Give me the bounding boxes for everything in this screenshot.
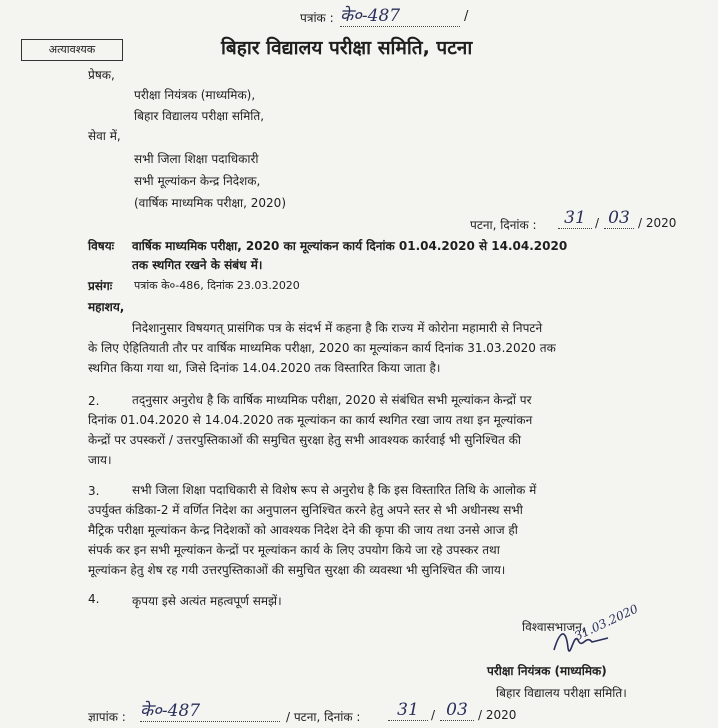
paragraph-3 — [88, 480, 678, 580]
letter-number-slash: / — [464, 9, 469, 24]
paragraph-2-line: तद्नुसार अनुरोध है कि वार्षिक माध्यमिक परीक्षा, 2020 से संबंधित सभी मूल्यांकन केन्द्रों पर — [132, 393, 532, 407]
closing: विश्वासभाजन, — [522, 620, 586, 634]
date-day-handwritten: 31 — [558, 208, 592, 229]
date-year: / 2020 — [638, 216, 677, 230]
reference-text: पत्रांक के०-486, दिनांक 23.03.2020 — [134, 279, 300, 292]
sender-label: प्रेषक, — [88, 68, 115, 82]
signature-date-handwritten: 31.03.2020 — [572, 601, 641, 644]
sender-line-1: परीक्षा नियंत्रक (माध्यमिक), — [134, 88, 256, 102]
signatory-line-2: बिहार विद्यालय परीक्षा समिति। — [496, 686, 627, 700]
paragraph-2 — [88, 390, 678, 470]
paragraph-1 — [88, 318, 678, 378]
paragraph-4: कृपया इसे अत्यंत महत्वपूर्ण समझें। — [132, 594, 282, 608]
header-title: बिहार विद्यालय परीक्षा समिति, पटना — [221, 37, 473, 59]
letter-number-handwritten: के०-487 — [340, 3, 460, 27]
paragraph-3-number: 3. — [88, 484, 100, 498]
memo-number-handwritten: के०-487 — [140, 698, 280, 722]
paragraph-1-line: निदेशानुसार विषयगत् प्रासंगिक पत्र के संदर्भ में कहना है कि राज्य में कोरोना महामारी से निपटने — [132, 321, 543, 335]
recipient-line-3: (वार्षिक माध्यमिक परीक्षा, 2020) — [134, 196, 287, 210]
memo-day-handwritten: 31 — [388, 700, 428, 721]
memo-date-prefix: / पटना, दिनांक : — [286, 710, 361, 724]
recipient-label: सेवा में, — [88, 129, 121, 143]
salutation: महाशय, — [88, 300, 125, 314]
paragraph-1-line: के लिए ऐहितियाती तौर पर वार्षिक माध्यमिक परीक्षा, 2020 का मूल्यांकन कार्य दिनांक 31.03.2020 तक — [88, 341, 556, 355]
paragraph-4-number: 4. — [88, 592, 100, 606]
signatory-line-1: परीक्षा नियंत्रक (माध्यमिक) — [487, 664, 607, 678]
paragraph-3-line: मूल्यांकन हेतु शेष रह गयी उत्तरपुस्तिकाओं की समुचित सुरक्षा की व्यवस्था भी सुनिश्चित की जाय। — [88, 563, 506, 577]
recipient-line-1: सभी जिला शिक्षा पदाधिकारी — [134, 152, 259, 166]
date-prefix: पटना, दिनांक : — [470, 218, 537, 232]
urgent-tag: अत्यावश्यक — [21, 39, 123, 61]
sender-line-2: बिहार विद्यालय परीक्षा समिति, — [134, 109, 265, 123]
paragraph-1-line: स्थगित किया गया था, जिसे दिनांक 14.04.2020 तक विस्तारित किया जाता है। — [88, 361, 441, 375]
paragraph-3-line: संपर्क कर इन सभी मूल्यांकन केन्द्रों पर मूल्यांकन कार्य के लिए उपयोग किये जा रहे उपस्कर तथा — [88, 543, 500, 557]
date-month-handwritten: 03 — [604, 208, 634, 229]
subject-line-2: तक स्थगित रखने के संबंध में। — [132, 258, 263, 272]
paragraph-2-line: केन्द्रों पर उपस्करों / उत्तरपुस्तिकाओं की समुचित सुरक्षा हेतु सभी आवश्यक कार्रवाई भी सुनिश्चित की — [88, 433, 521, 447]
recipient-line-2: सभी मूल्यांकन केन्द्र निदेशक, — [134, 174, 261, 188]
subject-line-1: वार्षिक माध्यमिक परीक्षा, 2020 का मूल्यांकन कार्य दिनांक 01.04.2020 से 14.04.2020 — [132, 239, 568, 253]
memo-year: / 2020 — [478, 708, 517, 722]
subject-label: विषयः — [88, 239, 115, 253]
paragraph-2-number: 2. — [88, 394, 100, 408]
letter-number-label: पत्रांक : — [300, 11, 334, 25]
memo-month-handwritten: 03 — [440, 700, 474, 721]
letter-page: पत्रांक : के०-487 / अत्यावश्यक बिहार विद्यालय परीक्षा समिति, पटना प्रेषक, परीक्षा नियंत्रक (माध्यमिक), बिहार विद्यालय परीक्षा समिति, सेवा में, सभी जिला शिक्षा पदाधिकारी सभी मूल्यांकन केन्द्र निदेशक, (वार्षिक माध्यमिक परीक्षा, 2020) पटना, दिनांक : 31 / 03 / 2020 विषयः वार्षिक माध्यमिक परीक्षा, 2020 का मूल्यांकन कार्य दिनांक 01.04.2020 से 14.04.2020 तक स्थगित रखने के संबंध में। प्रसंगः पत्रांक के०-486, दिनांक 23.03.2020 महाशय, निदेशानुसार विषयगत् प्रासंगिक पत्र के संदर्भ में कहना है कि राज्य में कोरोना महामारी से निपटने के लिए ऐहितियाती तौर पर वार्षिक माध्यमिक परीक्षा, 2020 का मूल्यांकन कार्य दिनांक 31.03.2020 तक स्थगित किया गया था, जिसे दिनांक 14.04.2020 तक विस्तारित किया जाता है। 2. तद्नुसार अनुरोध है कि वार्षिक माध्यमिक परीक्षा, 2020 से संबंधित सभी मूल्यांकन केन्द्रों पर दिनांक 01.04.2020 से 14.04.2020 तक मूल्यांकन का कार्य स्थगित रखा जाय तथा इन मूल्यांकन केन्द्रों पर उपस्करों / उत्तरपुस्तिकाओं की समुचित सुरक्षा हेतु सभी आवश्यक कार्रवाई भी सुनिश्चित की जाय। 3. सभी जिला शिक्षा पदाधिकारी से विशेष रूप से अनुरोध है कि इस विस्तारित तिथि के आलोक में उपर्युक्त कंडिका-2 में वर्णित निदेश का अनुपालन सुनिश्चित करने हेतु अपने स्तर से भी अधीनस्थ सभी मैट्रिक परीक्षा मूल्यांकन केन्द्र निदेशकों को आवश्यक निदेश देने की कृपा की जाय तथा उनसे आज ही संपर्क कर इन सभी मूल्यांकन केन्द्रों पर मूल्यांकन कार्य के लिए उपयोग किये जा रहे उपस्कर तथा मूल्यांकन हेतु शेष रह गयी उत्तरपुस्तिकाओं की समुचित सुरक्षा की व्यवस्था भी सुनिश्चित की जाय। 4. कृपया इसे अत्यंत महत्वपूर्ण समझें। विश्वासभाजन, 31.03.2020 परीक्षा नियंत्रक (माध्यमिक) बिहार विद्यालय परीक्षा समिति। ज्ञापांक : के०-487 / पटना, दिनांक : 31 / 03 / 2020 — [0, 0, 718, 728]
paragraph-3-line: मैट्रिक परीक्षा मूल्यांकन केन्द्र निदेशकों को आवश्यक निदेश देने की कृपा की जाय तथा उनसे आज ही — [88, 523, 518, 537]
memo-label: ज्ञापांक : — [88, 710, 126, 724]
reference-label: प्रसंगः — [88, 279, 113, 293]
paragraph-3-line: उपर्युक्त कंडिका-2 में वर्णित निदेश का अनुपालन सुनिश्चित करने हेतु अपने स्तर से भी अधीनस्थ सभी — [88, 503, 523, 517]
paragraph-2-line: जाय। — [88, 453, 112, 467]
paragraph-3-line: सभी जिला शिक्षा पदाधिकारी से विशेष रूप से अनुरोध है कि इस विस्तारित तिथि के आलोक में — [132, 483, 537, 497]
paragraph-2-line: दिनांक 01.04.2020 से 14.04.2020 तक मूल्यांकन का कार्य स्थगित रखा जाय तथा इन मूल्यांकन — [88, 413, 533, 427]
